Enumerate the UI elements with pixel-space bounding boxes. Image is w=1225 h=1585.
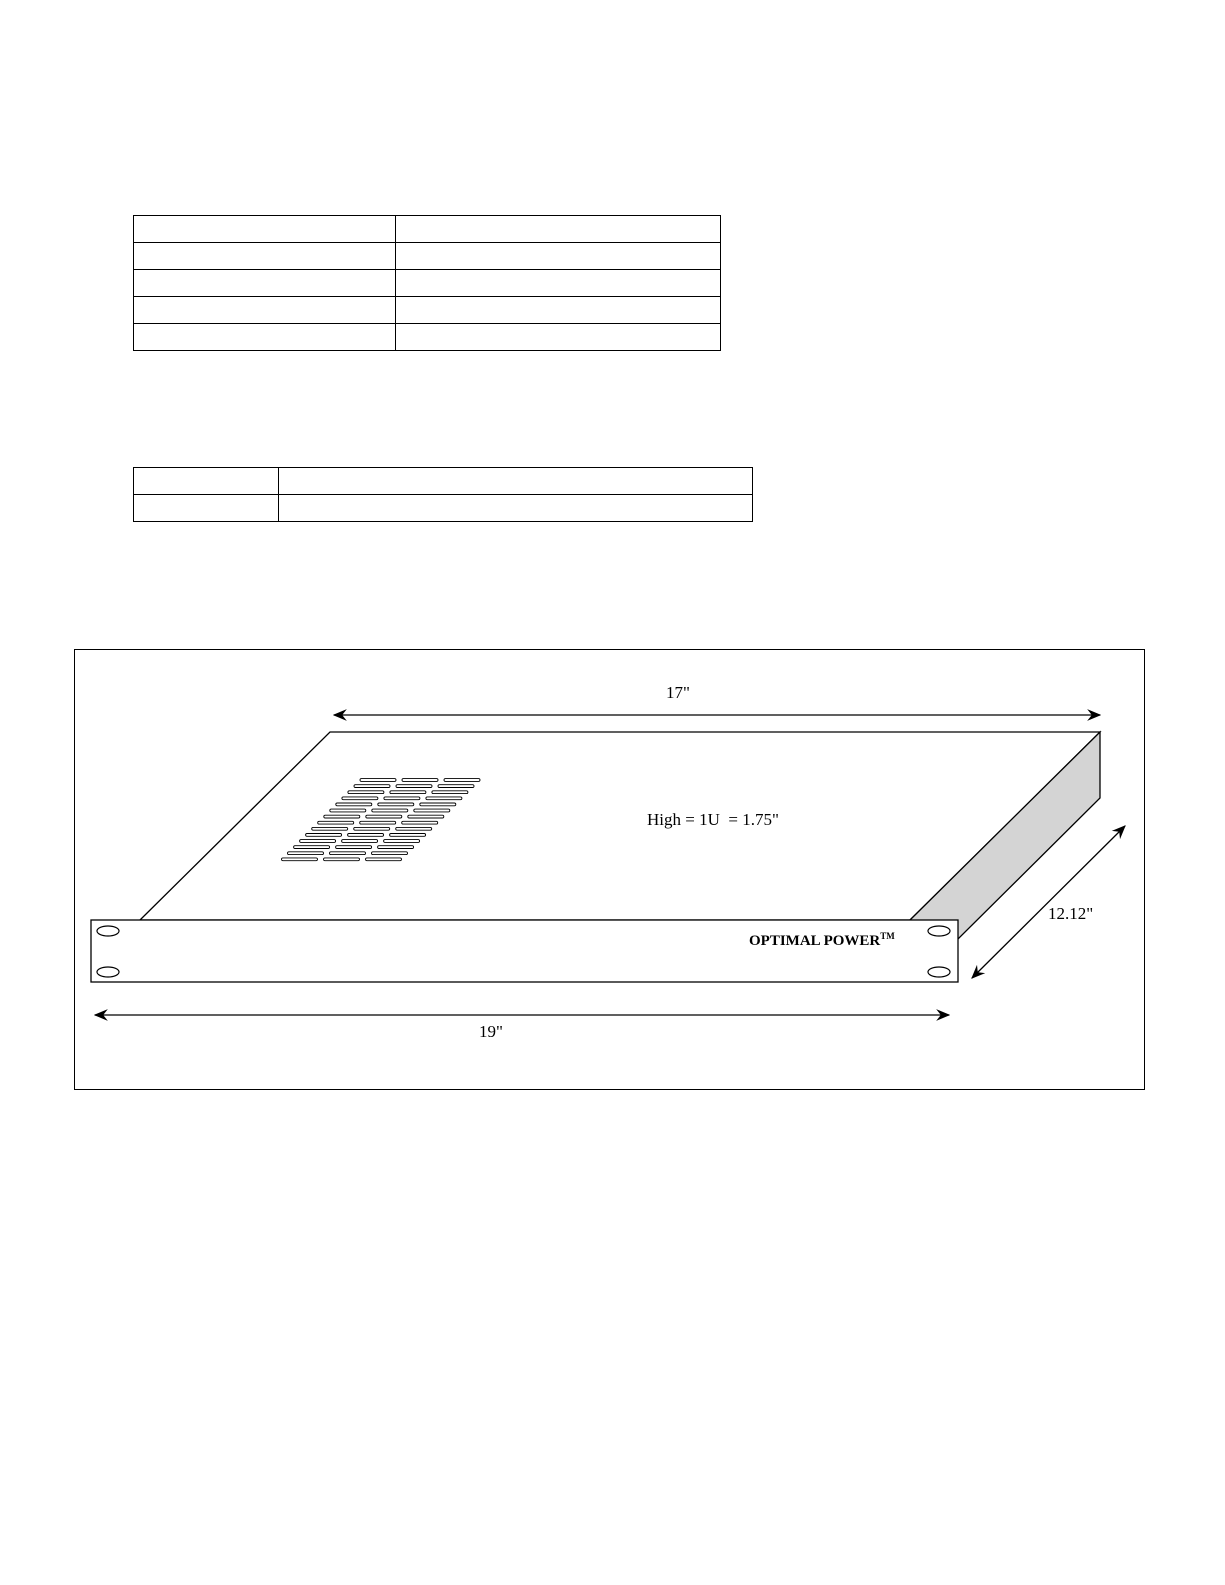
vent-slot bbox=[300, 840, 336, 843]
spec-table-1 bbox=[133, 215, 721, 351]
vent-slot bbox=[330, 852, 366, 855]
vent-slot bbox=[294, 846, 330, 849]
vent-slot bbox=[384, 840, 420, 843]
table-cell bbox=[134, 324, 396, 351]
vent-slot bbox=[378, 846, 414, 849]
table-cell bbox=[134, 495, 279, 522]
brand-label bbox=[749, 931, 895, 949]
table-cell bbox=[134, 216, 396, 243]
mounting-hole bbox=[928, 926, 950, 936]
vent-slot bbox=[336, 846, 372, 849]
vent-slot bbox=[282, 858, 318, 861]
vent-slot bbox=[348, 791, 384, 794]
trademark-mark: TM bbox=[880, 931, 895, 941]
table-cell bbox=[396, 324, 721, 351]
table-cell bbox=[396, 297, 721, 324]
table-row bbox=[134, 270, 721, 297]
vent-slot bbox=[312, 827, 348, 830]
vent-slot bbox=[366, 815, 402, 818]
mounting-hole bbox=[928, 967, 950, 977]
table-cell bbox=[134, 468, 279, 495]
table-cell bbox=[134, 297, 396, 324]
vent-slot bbox=[426, 797, 462, 800]
table-cell bbox=[134, 270, 396, 297]
vent-slot bbox=[438, 785, 474, 788]
vent-slot bbox=[366, 858, 402, 861]
vent-slot bbox=[354, 827, 390, 830]
height-note-label: High = 1U = 1.75" bbox=[647, 810, 779, 829]
rack-unit-drawing bbox=[75, 650, 1143, 1088]
vent-slot bbox=[336, 803, 372, 806]
vent-slot bbox=[396, 827, 432, 830]
table-cell bbox=[279, 468, 753, 495]
vent-slot bbox=[330, 809, 366, 812]
front-rack-panel bbox=[91, 920, 958, 982]
vent-slot bbox=[342, 840, 378, 843]
vent-slot bbox=[408, 815, 444, 818]
table-cell bbox=[134, 243, 396, 270]
table-cell bbox=[396, 270, 721, 297]
table-cell bbox=[396, 216, 721, 243]
vent-slot bbox=[348, 834, 384, 837]
vent-slot bbox=[372, 809, 408, 812]
vent-slot bbox=[324, 815, 360, 818]
vent-slot bbox=[288, 852, 324, 855]
dimension-drawing-frame bbox=[74, 649, 1145, 1090]
brand-name: OPTIMAL POWER bbox=[749, 933, 881, 949]
vent-slot bbox=[414, 809, 450, 812]
table-row bbox=[134, 216, 721, 243]
vent-slot bbox=[324, 858, 360, 861]
table-row bbox=[134, 468, 753, 495]
vent-slot bbox=[420, 803, 456, 806]
mounting-hole bbox=[97, 926, 119, 936]
table-row bbox=[134, 324, 721, 351]
vent-slot bbox=[390, 834, 426, 837]
vent-slot bbox=[318, 821, 354, 824]
vent-slot bbox=[306, 834, 342, 837]
vent-slot bbox=[372, 852, 408, 855]
spec-table-2 bbox=[133, 467, 753, 522]
table-cell bbox=[279, 495, 753, 522]
vent-slot bbox=[354, 785, 390, 788]
table-cell bbox=[396, 243, 721, 270]
vent-slot bbox=[402, 779, 438, 782]
vent-slot bbox=[396, 785, 432, 788]
vent-slot bbox=[378, 803, 414, 806]
dimension-bottom-label: 19" bbox=[479, 1022, 503, 1041]
vent-slot bbox=[384, 797, 420, 800]
dimension-top-label: 17" bbox=[666, 683, 690, 702]
vent-slot bbox=[402, 821, 438, 824]
vent-slot bbox=[390, 791, 426, 794]
vent-slot bbox=[342, 797, 378, 800]
vent-slot bbox=[444, 779, 480, 782]
dimension-depth-label: 12.12" bbox=[1048, 904, 1094, 923]
table-row bbox=[134, 297, 721, 324]
vent-slot bbox=[360, 821, 396, 824]
vent-slot bbox=[360, 779, 396, 782]
vent-slot bbox=[432, 791, 468, 794]
table-row bbox=[134, 243, 721, 270]
mounting-hole bbox=[97, 967, 119, 977]
table-row bbox=[134, 495, 753, 522]
